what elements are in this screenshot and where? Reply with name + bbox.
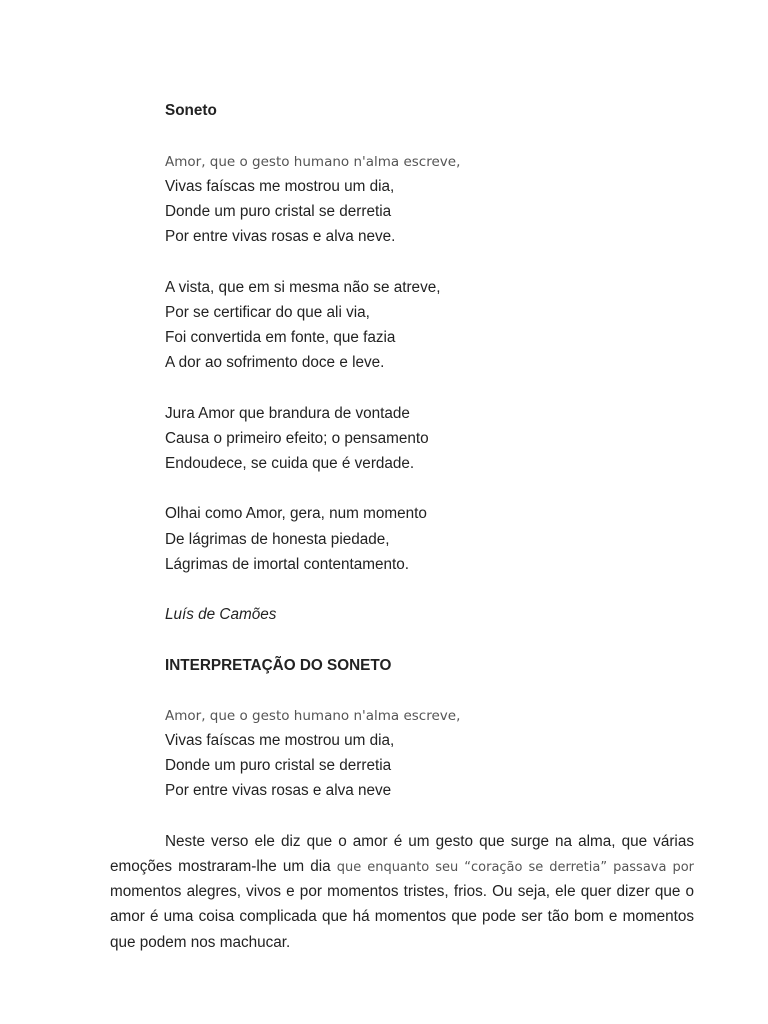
stanza-4 [110,501,694,577]
interpretation-paragraph [110,829,694,955]
paragraph-text-alt: que enquanto seu “coração se derretia” passava por [336,860,695,876]
verse-line: Olhai como Amor, gera, num momento [165,505,427,523]
stanza-3 [110,401,694,477]
verse-line: Causa o primeiro efeito; o pensamento [165,429,429,447]
verse-line: Por se certificar do que ali via, [165,303,370,321]
paragraph-text: emoções mostraram-lhe um dia [110,858,331,876]
poem-title: Soneto [165,102,217,120]
text-column [110,98,694,954]
verse-line: Amor, que o gesto humano n'alma escreve, [165,153,461,170]
verse-line: Lágrimas de imortal contentamento. [165,555,410,573]
verse-line: A vista, que em si mesma não se atreve, [165,278,441,296]
paragraph-line [110,854,694,879]
verse-line: De lágrimas de honesta piedade, [165,530,390,548]
verse-line: A dor ao sofrimento doce e leve. [165,354,385,372]
blank-line [110,375,694,400]
blank-line [110,804,694,829]
blank-line [110,627,694,652]
verse-line: Vivas faíscas me mostrou um dia, [165,177,395,195]
verse-line: Foi convertida em fonte, que fazia [165,329,396,347]
verse-line: Amor, que o gesto humano n'alma escreve, [165,707,461,724]
blank-line [110,476,694,501]
verse-line: Endoudece, se cuida que é verdade. [165,455,415,473]
poem-author: Luís de Camões [165,606,277,624]
blank-line [110,577,694,602]
quoted-stanza [110,703,694,804]
blank-line [110,250,694,275]
blank-line [110,124,694,149]
verse-line: Donde um puro cristal se derretia [165,757,392,775]
blank-line [110,678,694,703]
paragraph-line: Neste verso ele diz que o amor é um gesto que surge na alma, que várias [165,832,694,850]
verse-line: Por entre vivas rosas e alva neve. [165,228,396,246]
verse-line: Vivas faíscas me mostrou um dia, [165,732,395,750]
paragraph-line: momentos alegres, vivos e por momentos tristes, frios. Ou seja, ele quer dizer que o [110,883,694,901]
paragraph-line: amor é uma coisa complicada que há momentos que pode ser tão bom e momentos [110,908,694,926]
paragraph-line: que podem nos machucar. [110,933,291,951]
verse-line: Jura Amor que brandura de vontade [165,404,410,422]
verse-line: Donde um puro cristal se derretia [165,203,392,221]
stanza-2 [110,275,694,376]
section-heading: INTERPRETAÇÃO DO SONETO [165,656,392,674]
stanza-1 [110,149,694,250]
verse-line: Por entre vivas rosas e alva neve [165,782,392,800]
